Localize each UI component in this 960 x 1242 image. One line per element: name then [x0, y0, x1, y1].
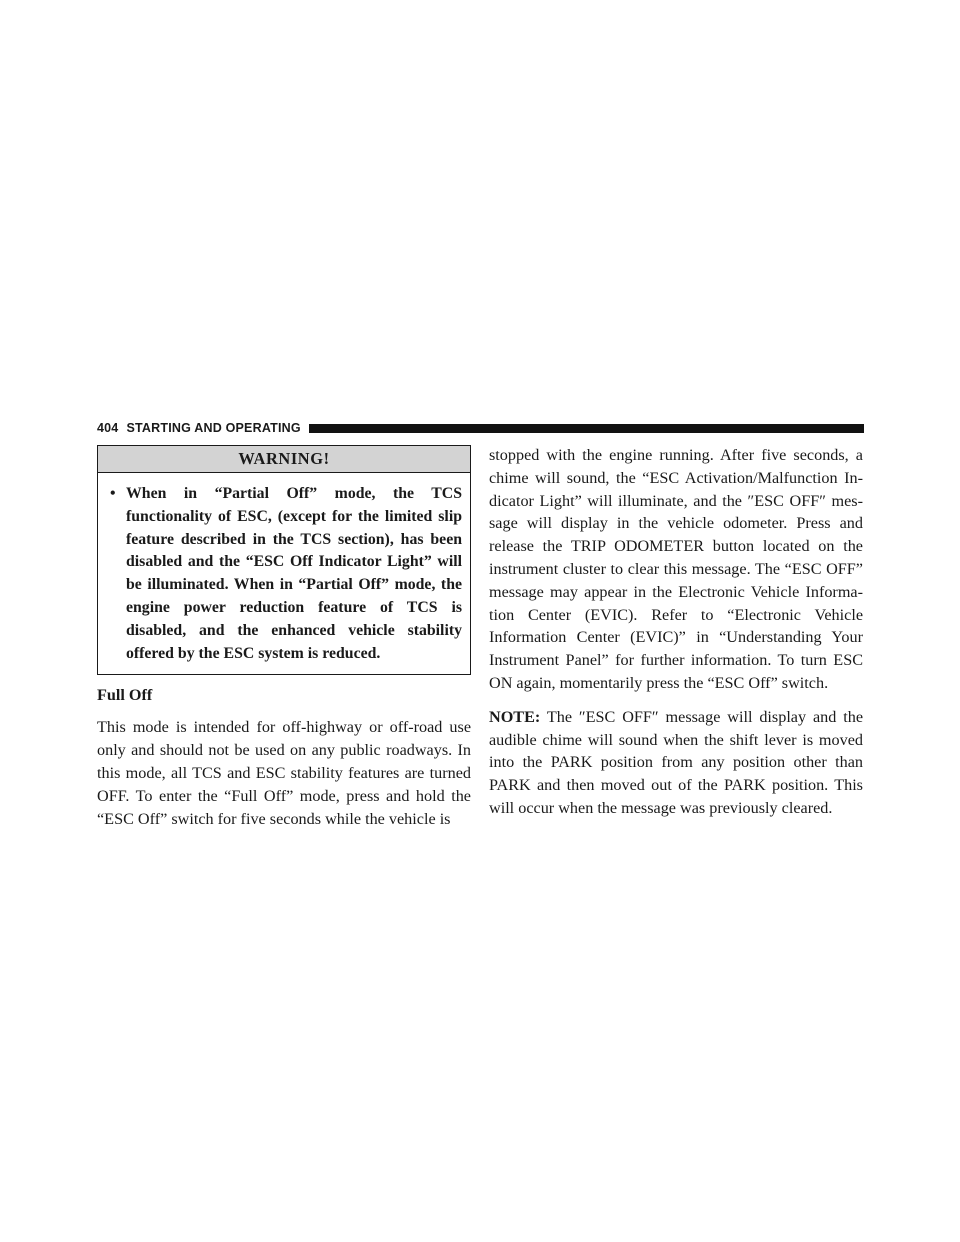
right-column	[489, 444, 863, 831]
page-number: 404	[97, 421, 119, 435]
note-label: NOTE:	[489, 707, 541, 726]
section-title: STARTING AND OPERATING	[126, 421, 301, 435]
left-column	[97, 445, 471, 841]
warning-item-text: When in “Partial Off” mode, the TCS functionality of ESC, (except for the limited slip feature described in the TCS section), has been disabled and the “ESC Off Indicator Light” will be illuminated. When in “Partial Off” mode, the engine power reduction feature of TCS is disabled, and the enhanced vehicle stability offered by the ESC system is reduced.	[126, 485, 462, 662]
subheading-full-off: Full Off	[97, 686, 153, 705]
header-rule	[309, 424, 864, 433]
note-paragraph	[489, 706, 863, 820]
warning-list	[98, 473, 470, 674]
warning-box	[97, 445, 471, 675]
running-header	[97, 419, 864, 437]
continued-paragraph: stopped with the engine running. After five seconds, a chime will sound, the “ESC Activation/Malfunction Indicator Light” will illuminate, and the ″ESC OFF″ message will display in the vehicle odometer. Press and release the TRIP ODOMETER button located on the instrument cluster to clear this message. The “ESC OFF” message may appear in the Electronic Vehicle Information Center (EVIC). Refer to “Electronic Vehicle Information Center (EVIC)” in “Understanding Your Instrument Panel” for further information. To turn ESC ON again, momentarily press the “ESC Off” switch.	[489, 446, 863, 692]
full-off-paragraph: This mode is intended for off-highway or off-road use only and should not be used on any public roadways. In this mode, all TCS and ESC stability features are turned OFF. To enter the “Full Off” mode, press and hold the “ESC Off” switch for five seconds while the vehicle is	[97, 718, 471, 828]
warning-title: WARNING!	[98, 446, 470, 473]
note-text: The ″ESC OFF″ message will display and the audible chime will sound when the shift lever is moved into the PARK position from any position other than PARK and then moved out of the PARK position. This will occur when the message was previously cleared.	[489, 707, 863, 817]
warning-item	[108, 483, 462, 665]
bullet-icon: •	[110, 485, 116, 502]
